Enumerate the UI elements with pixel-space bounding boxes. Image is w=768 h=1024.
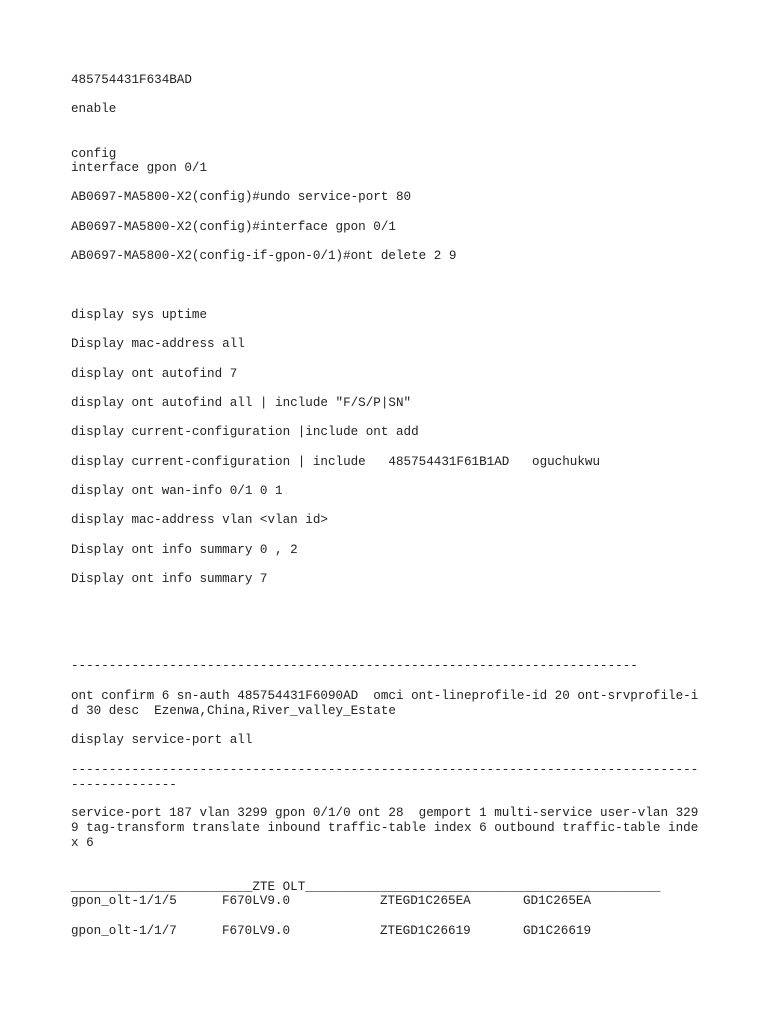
olt-port: gpon_olt-1/1/7: [71, 924, 177, 938]
command-line: AB0697-MA5800-X2(config)#interface gpon 0/1: [71, 220, 396, 234]
serial-number-line: 485754431F634BAD: [71, 73, 192, 87]
command-line: enable: [71, 102, 117, 116]
command-line: AB0697-MA5800-X2(config)#undo service-port 80: [71, 190, 412, 204]
command-line: Display ont info summary 0 , 2: [71, 543, 298, 557]
command-line: display sys uptime: [71, 308, 208, 322]
ont-serial: ZTEGD1C265EA: [380, 894, 471, 908]
command-line: display mac-address vlan <vlan id>: [71, 513, 328, 527]
zte-olt-header: ________________________ZTE OLT_______________________________________________: [71, 880, 661, 894]
ont-model: F670LV9.0: [222, 924, 291, 938]
ont-model: F670LV9.0: [222, 894, 291, 908]
zte-olt-row: [71, 894, 671, 909]
olt-port: gpon_olt-1/1/5: [71, 894, 177, 908]
command-line: display current-configuration |include ont add: [71, 425, 419, 439]
ont-id: GD1C26619: [523, 924, 592, 938]
command-line: config: [71, 147, 117, 161]
command-line: Display mac-address all: [71, 337, 245, 351]
zte-olt-row: [71, 924, 671, 939]
command-line: display current-configuration | include 485754431F61B1AD oguchukwu: [71, 455, 601, 469]
command-line: interface gpon 0/1: [71, 161, 208, 175]
separator-line: ---------------------------------------------------------------------------: [71, 659, 638, 673]
command-line: display ont wan-info 0/1 0 1: [71, 484, 283, 498]
ont-id: GD1C265EA: [523, 894, 592, 908]
ont-serial: ZTEGD1C26619: [380, 924, 471, 938]
command-line: ont confirm 6 sn-auth 485754431F6090AD omci ont-lineprofile-id 20 ont-srvprofile-id 30 desc Ezenwa,China,River_valley_Estate: [71, 689, 699, 718]
command-line: display ont autofind 7: [71, 367, 238, 381]
command-line: display service-port all: [71, 733, 253, 747]
command-line: Display ont info summary 7: [71, 572, 268, 586]
command-line: AB0697-MA5800-X2(config-if-gpon-0/1)#ont delete 2 9: [71, 249, 457, 263]
command-line: service-port 187 vlan 3299 gpon 0/1/0 ont 28 gemport 1 multi-service user-vlan 3299 tag-transform translate inbound traffic-table index 6 outbound traffic-table index 6: [71, 806, 699, 850]
command-line: display ont autofind all | include "F/S/P|SN": [71, 396, 412, 410]
separator-line: -------------------------------------------------------------------------------------------------: [71, 763, 699, 792]
